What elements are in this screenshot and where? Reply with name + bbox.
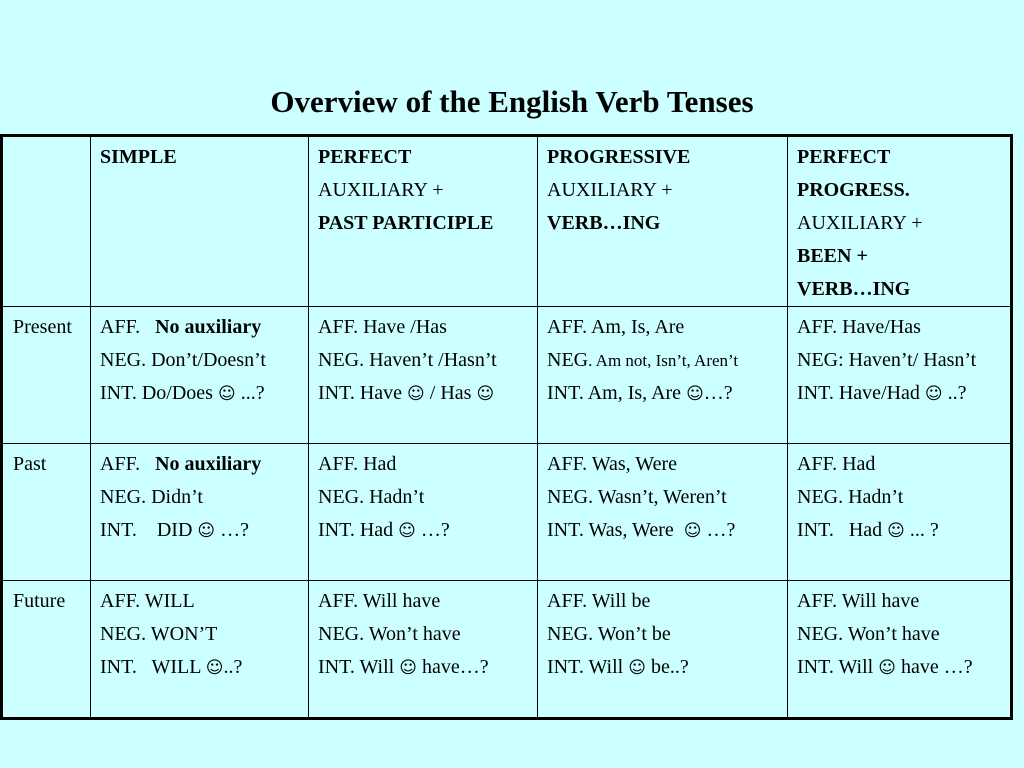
- smiley-icon: ☺: [205, 658, 224, 678]
- row-label-future: Future: [2, 581, 91, 719]
- header-perfect-progressive: PERFECT PROGRESS. AUXILIARY + BEEN + VERB…ING: [788, 136, 1012, 307]
- smiley-icon: ☺: [878, 658, 896, 678]
- smiley-icon: ☺: [217, 384, 236, 404]
- cell-future-perfect-progressive: AFF. Will have NEG. Won’t have INT. Will ☺ have …?: [788, 581, 1012, 719]
- verb-tenses-table: [0, 134, 1013, 720]
- smiley-icon: ☺: [476, 384, 495, 404]
- table-row-future: [2, 581, 1012, 719]
- header-perfect: PERFECT AUXILIARY + PAST PARTICIPLE: [309, 136, 538, 307]
- cell-past-perfect: AFF. Had NEG. Hadn’t INT. Had ☺ …?: [309, 444, 538, 581]
- cell-present-perfect: AFF. Have /Has NEG. Haven’t /Hasn’t INT. Have ☺ / Has ☺: [309, 307, 538, 444]
- smiley-icon: ☺: [399, 658, 417, 678]
- smiley-icon: ☺: [686, 384, 704, 404]
- corner-cell: [2, 136, 91, 307]
- smiley-icon: ☺: [407, 384, 425, 404]
- page-title: Overview of the English Verb Tenses: [270, 84, 754, 119]
- smiley-icon: ☺: [924, 384, 943, 404]
- row-label-past: Past: [2, 444, 91, 581]
- cell-past-simple: AFF. No auxiliary NEG. Didn’t INT. DID ☺ …?: [91, 444, 309, 581]
- table-row-past: [2, 444, 1012, 581]
- header-progressive: PROGRESSIVE AUXILIARY + VERB…ING: [538, 136, 788, 307]
- header-simple: SIMPLE: [91, 136, 309, 307]
- table-header-row: [2, 136, 1012, 307]
- cell-present-simple: AFF. No auxiliary NEG. Don’t/Doesn’t INT. Do/Does ☺ ...?: [91, 307, 309, 444]
- smiley-icon: ☺: [683, 521, 702, 541]
- smiley-icon: ☺: [887, 521, 905, 541]
- cell-future-simple: AFF. WILL NEG. WON’T INT. WILL ☺..?: [91, 581, 309, 719]
- smiley-icon: ☺: [398, 521, 416, 541]
- cell-past-perfect-progressive: AFF. Had NEG. Hadn’t INT. Had ☺ ... ?: [788, 444, 1012, 581]
- cell-past-progressive: AFF. Was, Were NEG. Wasn’t, Weren’t INT. Was, Were ☺ …?: [538, 444, 788, 581]
- cell-present-perfect-progressive: AFF. Have/Has NEG: Haven’t/ Hasn’t INT. Have/Had ☺ ..?: [788, 307, 1012, 444]
- smiley-icon: ☺: [197, 521, 216, 541]
- row-label-present: Present: [2, 307, 91, 444]
- table-row-present: [2, 307, 1012, 444]
- smiley-icon: ☺: [628, 658, 646, 678]
- cell-present-progressive: AFF. Am, Is, Are NEG. Am not, Isn’t, Aren’t INT. Am, Is, Are ☺…?: [538, 307, 788, 444]
- cell-future-progressive: AFF. Will be NEG. Won’t be INT. Will ☺ be..?: [538, 581, 788, 719]
- cell-future-perfect: AFF. Will have NEG. Won’t have INT. Will ☺ have…?: [309, 581, 538, 719]
